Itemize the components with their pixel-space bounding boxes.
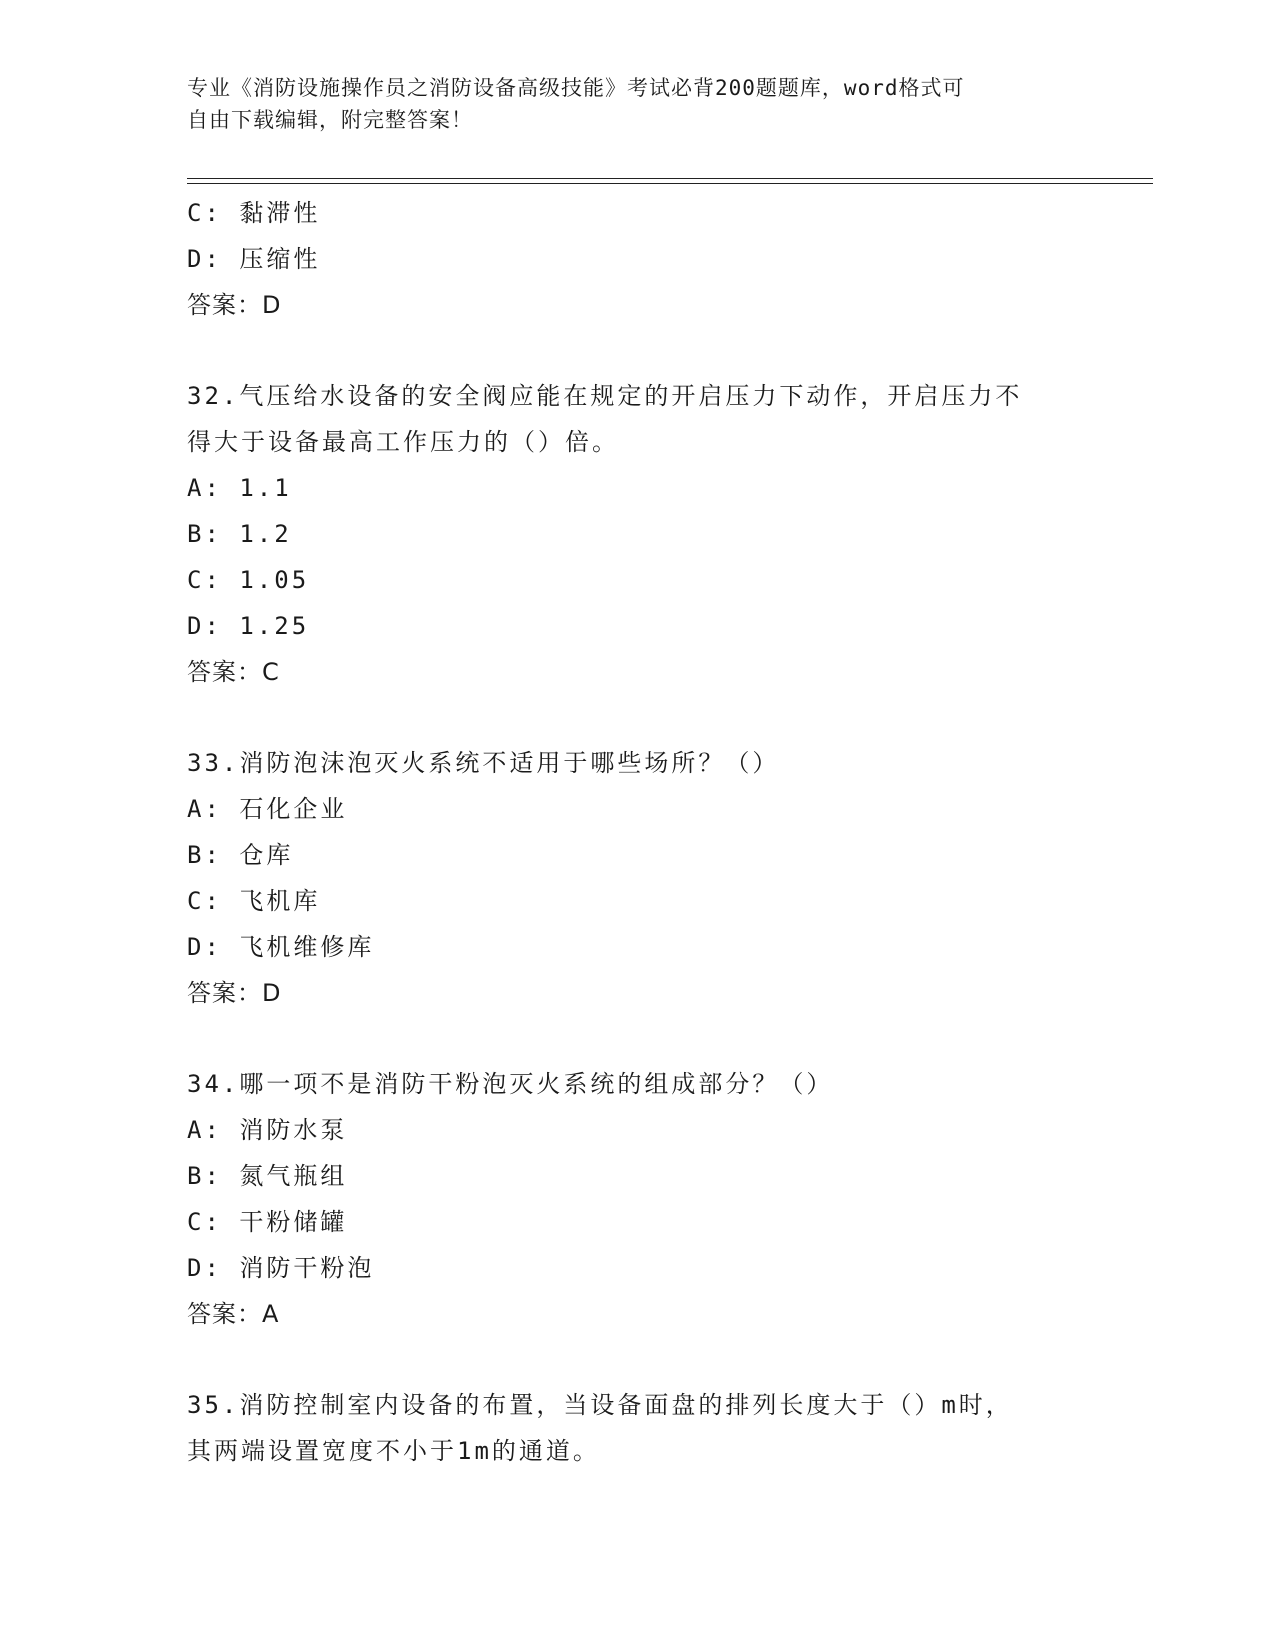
header-line-2: 自由下载编辑，附完整答案！ [187,108,473,132]
option-a: A: 消防水泵 [187,1116,348,1144]
document-header [187,72,1067,136]
option-b: B: 1.2 [187,520,292,548]
option-d: D: 飞机维修库 [187,933,375,961]
question-block-35 [187,1382,1127,1474]
question-stem-line: 33.消防泡沫泡灭火系统不适用于哪些场所？（） [187,749,780,777]
question-stem-line: 34.哪一项不是消防干粉泡灭火系统的组成部分？（） [187,1070,834,1098]
option-c: C: 干粉储罐 [187,1208,348,1236]
option-b: B: 氮气瓶组 [187,1162,348,1190]
header-divider-bottom [187,183,1153,184]
question-list [187,190,1127,1474]
header-divider-top [187,178,1153,179]
question-block-33 [187,740,1127,1016]
question-stem-line: 35.消防控制室内设备的布置，当设备面盘的排列长度大于（）m时， [187,1391,1013,1419]
answer-line: 答案：A [187,1300,280,1328]
option-b: B: 仓库 [187,841,294,869]
answer-line: 答案：D [187,291,282,319]
option-c: C: 飞机库 [187,887,321,915]
question-stem-line: 得大于设备最高工作压力的（）倍。 [187,428,619,456]
question-block-32 [187,373,1127,695]
option-d: D: 压缩性 [187,245,321,273]
question-block-31 [187,190,1127,328]
option-a: A: 石化企业 [187,795,348,823]
answer-line: 答案：D [187,979,282,1007]
header-line-1: 专业《消防设施操作员之消防设备高级技能》考试必背200题题库，word格式可 [187,76,965,100]
question-block-34 [187,1061,1127,1337]
option-d: D: 1.25 [187,612,310,640]
option-a: A: 1.1 [187,474,292,502]
question-stem-line: 其两端设置宽度不小于1m的通道。 [187,1437,600,1465]
answer-line: 答案：C [187,658,280,686]
option-c: C: 1.05 [187,566,310,594]
option-d: D: 消防干粉泡 [187,1254,375,1282]
question-stem-line: 32.气压给水设备的安全阀应能在规定的开启压力下动作，开启压力不 [187,382,1023,410]
option-c: C: 黏滞性 [187,199,321,227]
